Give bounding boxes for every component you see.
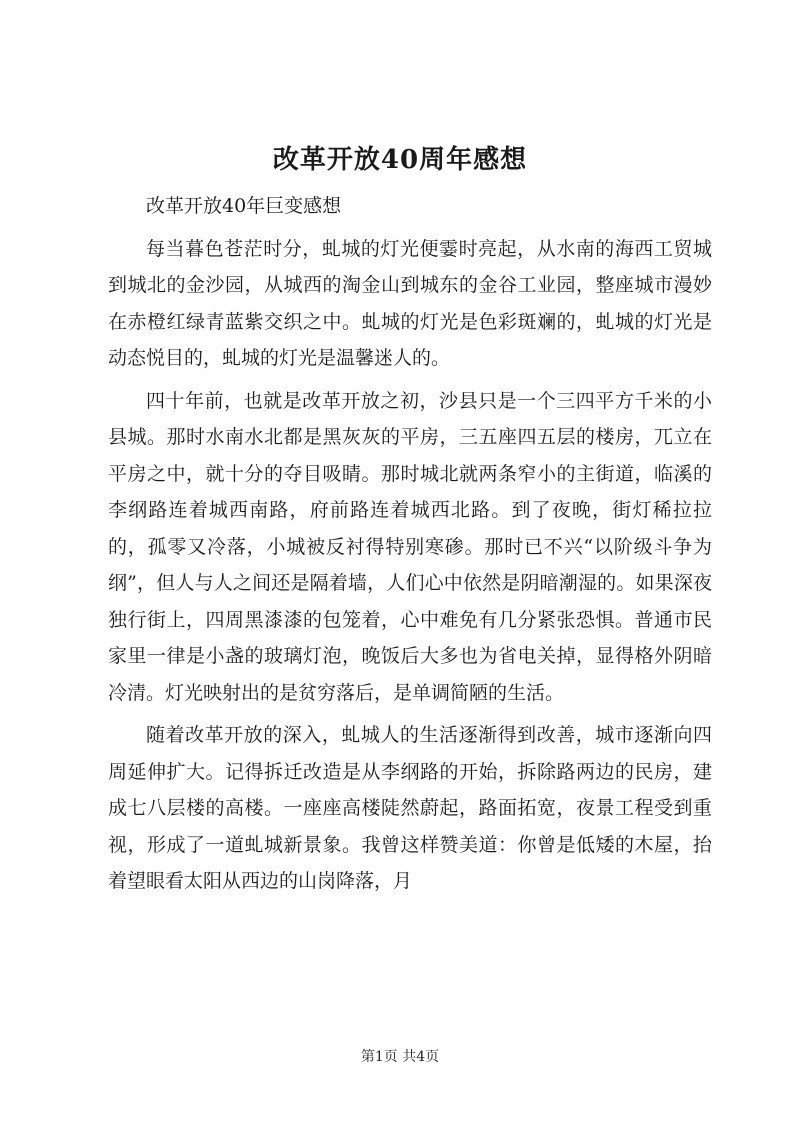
paragraph-1: 每当暮色苍茫时分，虬城的灯光便霎时亮起，从水南的海西工贸城到城北的金沙园，从城西的淘金山到城东的金谷工业园，整座城市漫妙在赤橙红绿青蓝紫交织之中。虬城的灯光是色彩斑斓的，虬城的灯光是动态悦目的，虬城的灯光是温馨迷人的。 xyxy=(108,237,712,369)
document-subtitle: 改革开放40年巨变感想 xyxy=(146,195,342,217)
paragraph-2: 四十年前，也就是改革开放之初，沙县只是一个三四平方千米的小县城。那时水南水北都是黑灰灰的平房，三五座四五层的楼房，兀立在平房之中，就十分的夺目吸睛。那时城北就两条窄小的主街道，临溪的李纲路连着城西南路，府前路连着城西北路。到了夜晚，街灯稀拉拉的，孤零又冷落，小城被反衬得特别寒碜。那时已不兴“以阶级斗争为纲”，但人与人之间还是隔着墙，人们心中依然是阴暗潮湿的。如果深夜独行街上，四周黑漆漆的包笼着，心中难免有几分紧张恐惧。普通市民家里一律是小盏的玻璃灯泡，晚饭后大多也为省电关掉，显得格外阴暗冷清。灯光映射出的是贫穷落后，是单调简陋的生活。 xyxy=(108,389,712,704)
paragraph-3: 随着改革开放的深入，虬城人的生活逐渐得到改善，城市逐渐向四周延伸扩大。记得拆迁改造是从李纲路的开始，拆除路两边的民房，建成七八层楼的高楼。一座座高楼陡然蔚起，路面拓宽，夜景工程受到重视，形成了一道虬城新景象。我曾这样赞美道：你曾是低矮的木屋，抬着望眼看太阳从西边的山岗降落，月 xyxy=(108,724,712,892)
document-title: 改革开放40周年感想 xyxy=(272,145,528,175)
document-body xyxy=(108,188,712,900)
page-footer: 第1页 共4页 xyxy=(360,1049,440,1065)
